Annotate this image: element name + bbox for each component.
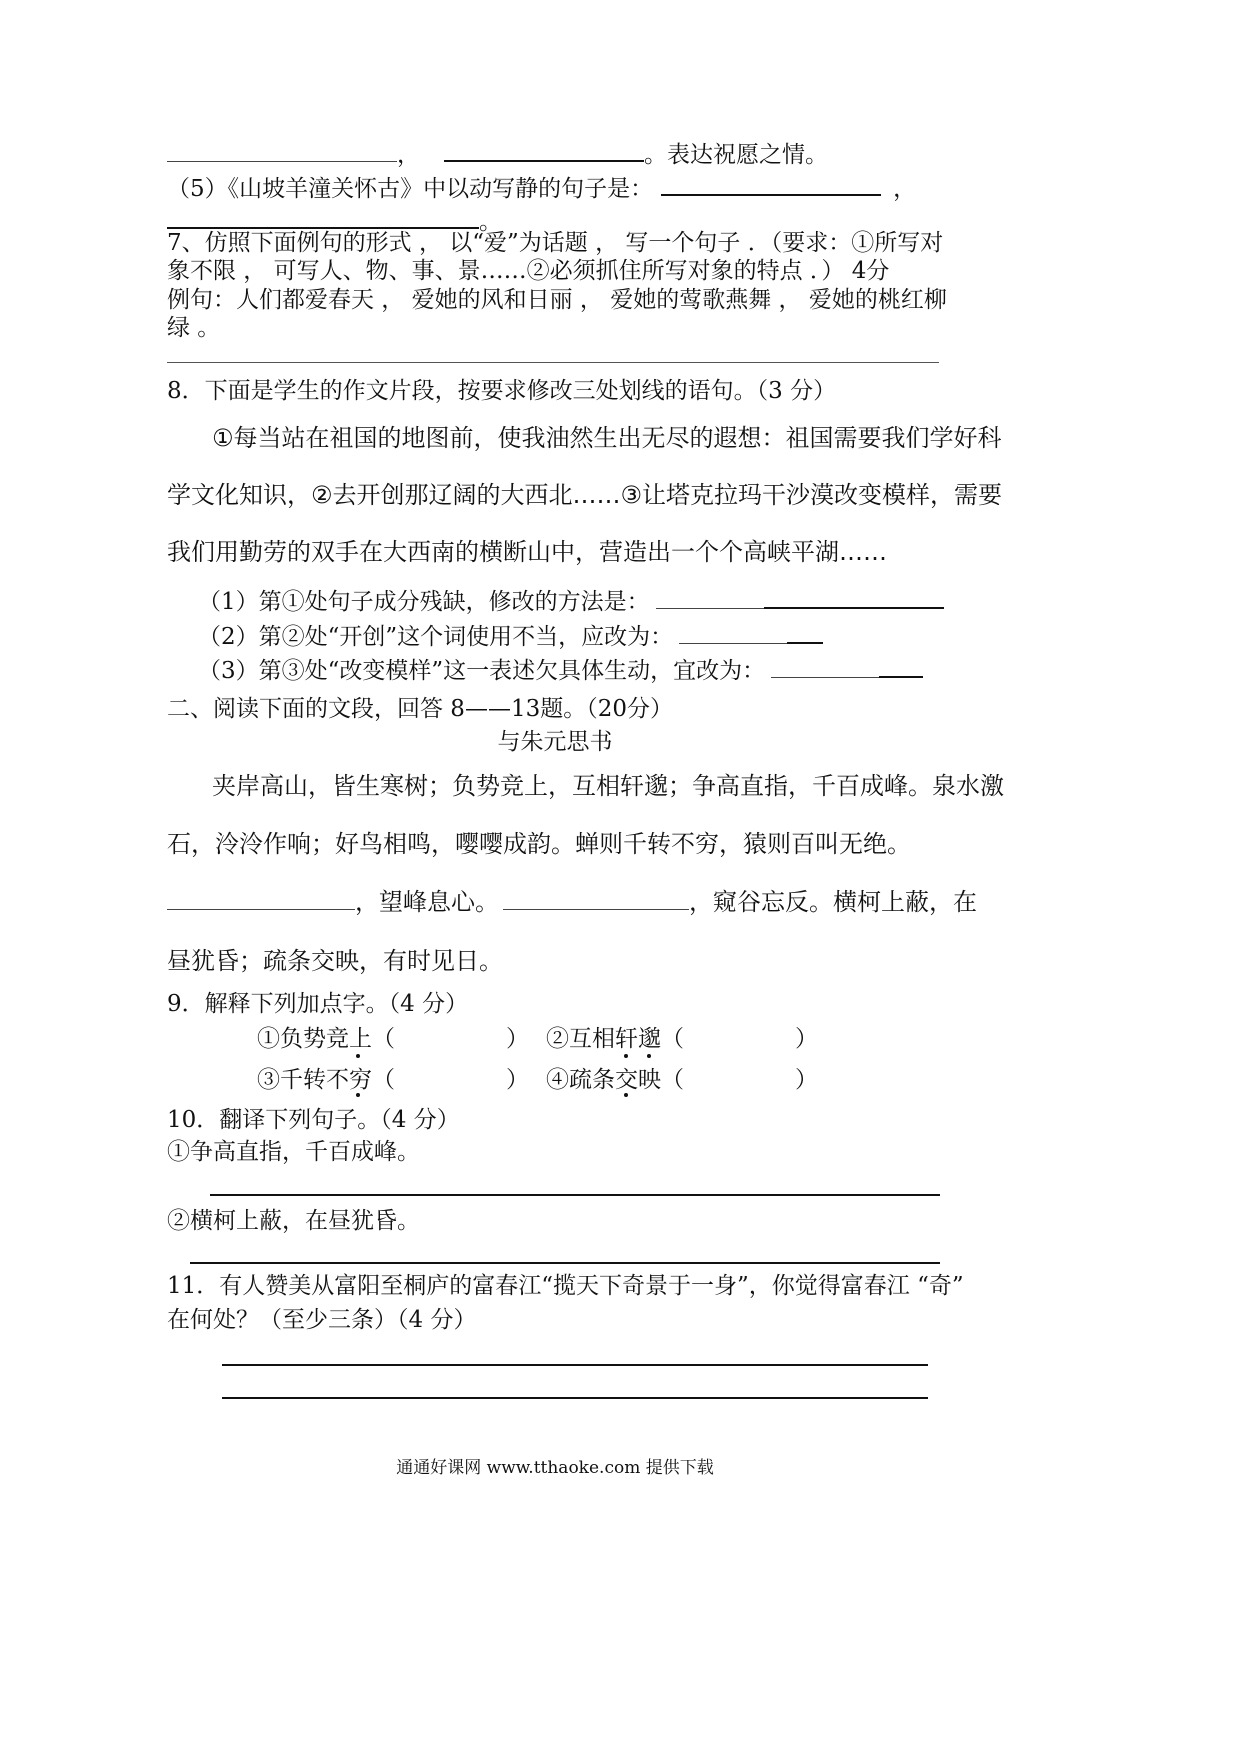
answer-line[interactable]: [222, 1364, 928, 1366]
essay-excerpt-line-2: 学文化知识，②去开创那辽阔的大西北……③让塔克拉玛干沙漠改变模样，需要: [167, 481, 1003, 509]
question-10-heading: 10．翻译下列句子。（4 分）: [167, 1107, 460, 1133]
blank[interactable]: [503, 887, 689, 910]
passage-line-3: ，望峰息心。 ，窥谷忘反。横柯上蔽，在: [167, 885, 977, 919]
emphasis-dot: [624, 1093, 628, 1097]
question-9-heading: 9．解释下列加点字。（4 分）: [167, 991, 469, 1017]
question-11-line-2: 在何处？（至少三条）（4 分）: [167, 1307, 477, 1333]
blank[interactable]: [787, 620, 823, 644]
emphasis-dot: [647, 1054, 651, 1058]
blank[interactable]: [764, 585, 944, 609]
fill-blank-line-1: ， 。表达祝愿之情。: [167, 138, 828, 170]
paren-close: ）: [506, 1067, 529, 1093]
question-9-item-2: ②互相轩邈（: [546, 1026, 684, 1052]
blank[interactable]: [656, 586, 764, 609]
blank[interactable]: [661, 172, 881, 196]
paren-close: ）: [795, 1067, 818, 1093]
paren-close: ）: [795, 1026, 818, 1052]
passage-title: 与朱元思书: [497, 729, 613, 755]
answer-line[interactable]: [167, 362, 939, 363]
paren-close: ）: [506, 1026, 529, 1052]
section-2-heading: 二、阅读下面的文段，回答 8——13题。（20分）: [167, 696, 673, 722]
question-8-sub-2: （2）第②处“开创”这个词使用不当，应改为：: [198, 620, 823, 652]
question-9-item-4: ④疏条交映（: [546, 1067, 684, 1093]
fill-blank-line-3: 。: [167, 205, 502, 237]
answer-line[interactable]: [210, 1194, 940, 1196]
question-9-item-1: ①负势竞上（: [257, 1026, 395, 1052]
passage-line-1: 夹岸高山，皆生寒树；负势竞上，互相轩邈；争高直指，千百成峰。泉水激: [212, 772, 1004, 800]
question-8-sub-3: （3）第③处“改变模样”这一表述欠具体生动，宜改为：: [198, 654, 923, 686]
blank[interactable]: [444, 138, 644, 162]
emphasis-dot: [624, 1054, 628, 1058]
question-7-example-end: 绿 。: [167, 315, 221, 341]
question-7-line-1: 7、仿照下面例句的形式 ， 以“爱”为话题 ， 写一个句子 ．（要求：①所写对: [167, 230, 944, 256]
blank[interactable]: [879, 654, 923, 678]
essay-excerpt-line-1: ①每当站在祖国的地图前，使我油然生出无尽的遐想：祖国需要我们学好科: [212, 424, 1002, 452]
answer-line[interactable]: [222, 1397, 928, 1399]
emphasis-dot: [356, 1093, 360, 1097]
passage-line-2: 石，泠泠作响；好鸟相鸣，嘤嘤成韵。蝉则千转不穷，猿则百叫无绝。: [167, 830, 911, 858]
passage-line-4: 昼犹昏；疏条交映，有时见日。: [167, 947, 503, 975]
question-7-line-2: 象不限 ， 可写人、物、事、景……②必须抓住所写对象的特点 ．） 4分: [167, 258, 890, 284]
question-8-sub-1: （1）第①处句子成分残缺，修改的方法是：: [198, 585, 944, 617]
question-11-line-1: 11．有人赞美从富阳至桐庐的富春江“揽天下奇景于一身”，你觉得富春江 “奇”: [167, 1273, 964, 1299]
essay-excerpt-line-3: 我们用勤劳的双手在大西南的横断山中，营造出一个个高峡平湖……: [167, 538, 887, 566]
blank[interactable]: [167, 887, 355, 910]
emphasis-dot: [356, 1054, 360, 1058]
question-6-5: （5）《山坡羊潼关怀古》中以动写静的句子是： ，: [167, 172, 916, 204]
blank[interactable]: [167, 205, 479, 229]
answer-line[interactable]: [190, 1262, 940, 1264]
question-9-item-3: ③千转不穷（: [257, 1067, 395, 1093]
question-10-item-2: ②横柯上蔽，在昼犹昏。: [167, 1208, 420, 1234]
blank[interactable]: [771, 655, 879, 678]
blank[interactable]: [679, 621, 787, 644]
question-8-heading: 8．下面是学生的作文片段，按要求修改三处划线的语句。（3 分）: [167, 378, 837, 404]
blank[interactable]: [167, 139, 397, 162]
question-7-example: 例句：人们都爱春天 ， 爱她的风和日丽 ， 爱她的莺歌燕舞 ， 爱她的桃红柳: [167, 287, 947, 313]
page-footer: 通通好课网 www.tthaoke.com 提供下载: [396, 1458, 714, 1478]
question-10-item-1: ①争高直指，千百成峰。: [167, 1139, 420, 1165]
